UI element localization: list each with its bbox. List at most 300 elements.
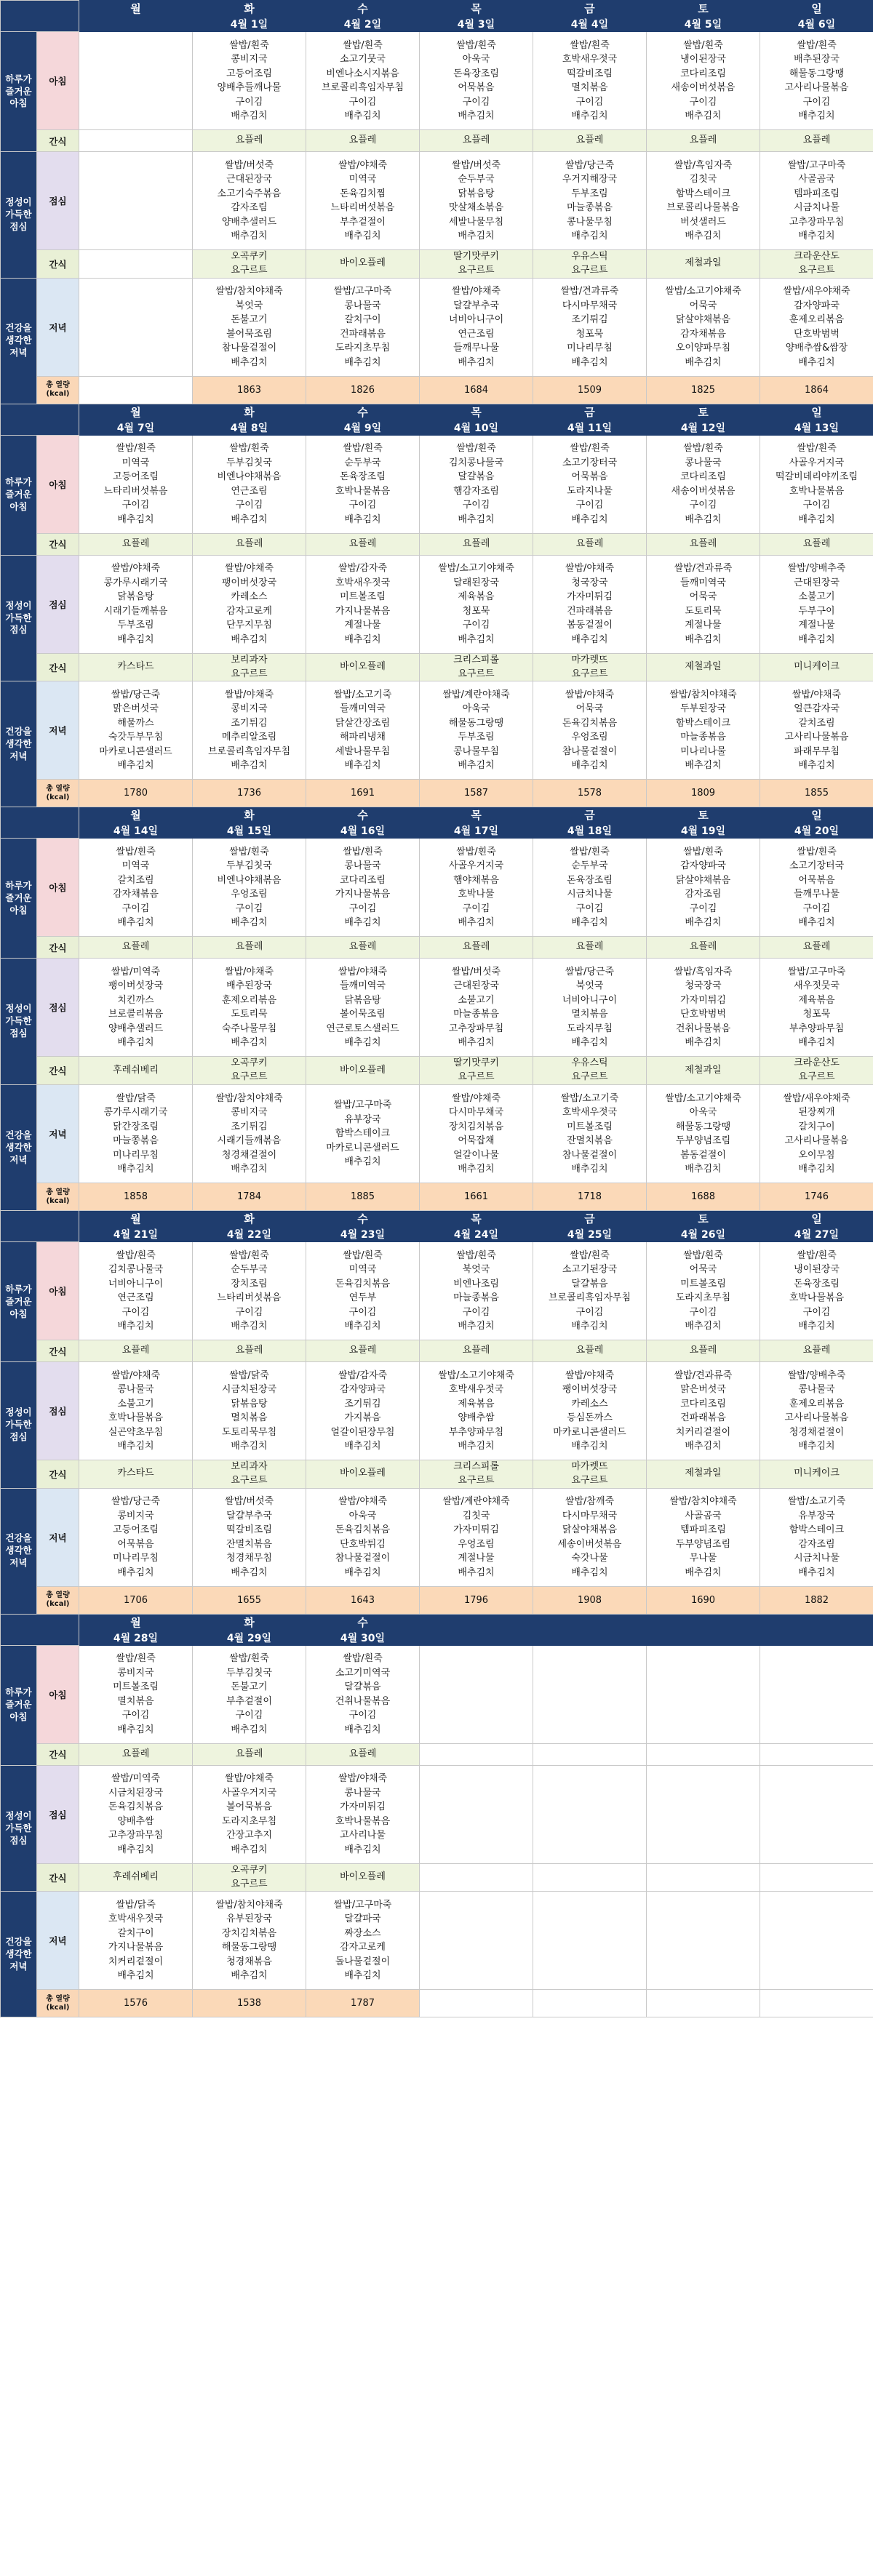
menu-item: 갈치구이 xyxy=(798,1121,835,1132)
menu-item: 배추김치 xyxy=(231,1321,268,1332)
menu-item: 부추양파무침 xyxy=(789,1023,845,1034)
day-date: 4월 11일 xyxy=(533,420,647,435)
menu-item: 배추김치 xyxy=(344,1441,381,1452)
menu-item: 청포묵 xyxy=(575,328,604,340)
kcal-value: 1587 xyxy=(420,780,533,807)
kcal-value: 1661 xyxy=(420,1183,533,1211)
dinner-cell xyxy=(306,1488,420,1586)
menu-item: 요구르트 xyxy=(231,1474,268,1486)
header-corner xyxy=(1,404,79,435)
day-date: 4월 19일 xyxy=(647,823,760,839)
menu-item: 달걀볶음 xyxy=(458,471,495,483)
snack-cell xyxy=(647,250,760,279)
label-snack: 간식 xyxy=(37,653,79,681)
menu-item: 배추김치 xyxy=(798,513,835,525)
menu-item: 쌀밥/야채죽 xyxy=(338,966,388,977)
menu-item: 구이김 xyxy=(462,903,490,914)
menu-item: 고사리나물볶음 xyxy=(784,82,849,93)
menu-item: 템파피조림 xyxy=(680,1524,726,1536)
menu-item: 멸치볶음 xyxy=(231,1412,268,1424)
label-snack: 간식 xyxy=(37,937,79,959)
menu-item: 아욱국 xyxy=(689,1107,717,1119)
menu-item: 북엇국 xyxy=(235,300,263,311)
kcal-value: 1655 xyxy=(193,1586,306,1614)
menu-item: 배추김치 xyxy=(344,1844,381,1855)
menu-item: 부추겉절이 xyxy=(340,216,386,228)
day-date: 4월 21일 xyxy=(79,1227,193,1242)
menu-item: 짜장소스 xyxy=(344,1927,381,1939)
menu-item: 구이김 xyxy=(462,500,490,511)
snack-cell xyxy=(306,1460,420,1489)
menu-item: 쌀밥/흰죽 xyxy=(683,1249,723,1261)
kcal-value: 1706 xyxy=(79,1586,193,1614)
menu-item: 제육볶음 xyxy=(798,994,835,1006)
snack-cell xyxy=(193,1863,306,1892)
snack-cell xyxy=(420,533,533,555)
menu-item: 요플레 xyxy=(575,941,604,953)
section-breakfast: 하루가 즐거운 아침 xyxy=(1,32,37,152)
menu-item: 계절나물 xyxy=(344,620,381,631)
menu-item: 쌀밥/흰죽 xyxy=(797,39,837,51)
menu-item: 배추김치 xyxy=(344,1156,381,1168)
snack-cell xyxy=(760,533,873,555)
dinner-cell xyxy=(533,278,647,376)
menu-item: 쌀밥/흑임자죽 xyxy=(674,159,733,171)
day-name: 수 xyxy=(306,807,420,823)
menu-item: 쌀밥/고구마죽 xyxy=(333,1899,392,1911)
menu-item: 새우젓뭇국 xyxy=(794,980,840,992)
menu-item: 구이김 xyxy=(462,96,490,108)
label-dinner: 저녁 xyxy=(37,1488,79,1586)
menu-item: 쌀밥/흰죽 xyxy=(116,846,156,857)
menu-item: 마늘종볶음 xyxy=(453,1292,499,1304)
menu-item: 쌀밥/당근죽 xyxy=(565,159,615,171)
menu-item: 갈치구이 xyxy=(117,1927,154,1939)
menu-item: 해파리냉채 xyxy=(340,732,386,743)
kcal-value: 1882 xyxy=(760,1586,873,1614)
menu-item: 오이양파무침 xyxy=(675,343,731,354)
menu-item: 쌀밥/미역죽 xyxy=(111,966,161,977)
breakfast-cell xyxy=(193,1242,306,1340)
menu-item: 시금치나물 xyxy=(794,1553,840,1564)
menu-item: 배추김치 xyxy=(344,633,381,645)
menu-item: 고등어조림 xyxy=(113,1524,159,1536)
menu-item: 쌀밥/흰죽 xyxy=(229,443,269,455)
menu-item: 돈육장조림 xyxy=(567,874,613,886)
menu-item: 쌀밥/소고기죽 xyxy=(333,689,392,700)
day-date: 4월 26일 xyxy=(647,1227,760,1242)
snack-cell xyxy=(533,1057,647,1085)
menu-item: 우엉조림 xyxy=(231,889,268,900)
menu-item: 콩나물무침 xyxy=(567,216,613,228)
lunch-cell xyxy=(420,1362,533,1460)
dinner-cell xyxy=(533,681,647,780)
menu-item: 배추된장국 xyxy=(794,54,840,65)
kcal-value xyxy=(647,1990,760,2017)
snack-cell xyxy=(306,130,420,152)
menu-item: 호박나물볶음 xyxy=(335,1815,391,1827)
kcal-value xyxy=(420,1990,533,2017)
menu-item: 쌀밥/고구마죽 xyxy=(787,966,846,977)
menu-item: 두부양념조림 xyxy=(675,1538,731,1550)
kcal-label: 총 열량 xyxy=(46,1994,70,2003)
menu-item: 냉이된장국 xyxy=(680,54,726,65)
menu-item: 어묵국 xyxy=(575,703,604,715)
day-name: 일 xyxy=(760,807,873,823)
menu-item: 김칫국 xyxy=(462,1510,490,1521)
header-corner xyxy=(1,1211,79,1242)
menu-item: 배추김치 xyxy=(231,231,268,241)
menu-item: 어묵잡채 xyxy=(458,1135,495,1147)
kcal-value: 1858 xyxy=(79,1183,193,1211)
menu-item: 단무지무침 xyxy=(226,620,272,631)
dinner-cell xyxy=(306,681,420,780)
menu-item: 제철과일 xyxy=(685,661,722,673)
label-snack: 간식 xyxy=(37,1743,79,1765)
lunch-cell xyxy=(193,1362,306,1460)
snack-cell xyxy=(647,1057,760,1085)
menu-item: 우거지해장국 xyxy=(562,174,618,185)
snack-cell xyxy=(306,1743,420,1765)
menu-item: 감자조림 xyxy=(231,202,268,213)
menu-item: 제육볶음 xyxy=(458,591,495,603)
menu-item: 쌀밥/고구마죽 xyxy=(333,286,392,297)
menu-item: 배추김치 xyxy=(685,356,722,368)
day-name: 수 xyxy=(306,1,420,17)
menu-item: 고등어조림 xyxy=(226,68,272,79)
menu-item: 닭살야채볶음 xyxy=(675,874,731,886)
dinner-cell xyxy=(760,1488,873,1586)
menu-item: 북엇국 xyxy=(575,980,604,992)
menu-item: 콩나물국 xyxy=(344,1787,381,1799)
section-dinner: 건강을 생각한 저녁 xyxy=(1,1488,37,1614)
breakfast-cell xyxy=(420,435,533,533)
menu-item: 해물까스 xyxy=(117,717,154,729)
menu-item: 쌀밥/소고기야채죽 xyxy=(438,563,514,575)
menu-item: 가자미튀김 xyxy=(340,1801,386,1813)
menu-item: 미역국 xyxy=(121,860,150,872)
day-date: 4월 25일 xyxy=(533,1227,647,1242)
menu-item: 사골곰국 xyxy=(798,174,835,185)
menu-item: 돈육김치볶음 xyxy=(562,717,618,729)
menu-item: 돈육장조림 xyxy=(794,1278,840,1289)
menu-item: 쌀밥/양배추죽 xyxy=(787,563,846,575)
menu-item: 쌀밥/고구마죽 xyxy=(787,159,846,171)
snack-cell xyxy=(193,1743,306,1765)
menu-item: 배추김치 xyxy=(571,633,608,645)
menu-item: 콩나물국 xyxy=(117,1384,154,1396)
menu-item: 돈육장조림 xyxy=(453,68,499,79)
menu-item: 요플레 xyxy=(575,537,604,549)
snack-cell xyxy=(760,1460,873,1489)
menu-item: 도토리묵 xyxy=(231,1009,268,1020)
menu-item: 구이김 xyxy=(575,96,604,108)
snack-cell xyxy=(79,1743,193,1765)
menu-item: 감자채볶음 xyxy=(113,889,159,900)
lunch-cell xyxy=(420,555,533,653)
menu-item: 브로콜리흑임자무침 xyxy=(548,1292,631,1304)
menu-item: 요구르트 xyxy=(231,668,268,679)
label-breakfast: 아침 xyxy=(37,839,79,937)
menu-item: 콩나물국 xyxy=(685,457,722,468)
menu-item: 감자조림 xyxy=(798,1538,835,1550)
menu-item: 어묵볶음 xyxy=(458,82,495,93)
menu-item: 들깨미역국 xyxy=(340,703,386,715)
menu-item: 배추김치 xyxy=(571,513,608,525)
menu-item: 구이김 xyxy=(575,500,604,511)
section-breakfast: 하루가 즐거운 아침 xyxy=(1,839,37,959)
snack-cell xyxy=(533,1743,647,1765)
menu-item: 쌀밥/닭죽 xyxy=(229,1369,269,1381)
menu-item: 조기튀김 xyxy=(231,1121,268,1132)
dinner-cell xyxy=(533,1488,647,1586)
menu-item: 청포묵 xyxy=(802,1009,831,1020)
menu-item: 쌀밥/소고기죽 xyxy=(787,1496,846,1508)
day-date xyxy=(420,1630,533,1645)
lunch-cell xyxy=(79,1765,193,1863)
menu-item: 부추양파무침 xyxy=(448,1426,504,1438)
menu-item: 제철과일 xyxy=(685,1064,722,1076)
day-name: 화 xyxy=(193,1,306,17)
menu-item: 청국장국 xyxy=(685,980,722,992)
menu-item: 들깨무나물 xyxy=(453,343,499,354)
menu-item: 배추김치 xyxy=(344,760,381,772)
menu-item: 쌀밥/흰죽 xyxy=(116,1653,156,1665)
menu-item: 장치김치볶음 xyxy=(221,1927,277,1939)
menu-item: 구이김 xyxy=(348,1306,377,1318)
menu-item: 멸치볶음 xyxy=(571,82,608,93)
day-date xyxy=(79,17,193,32)
menu-item: 소불고기 xyxy=(117,1398,154,1409)
menu-item: 쌀밥/흰죽 xyxy=(456,846,496,857)
section-lunch: 정성이 가득한 점심 xyxy=(1,1362,37,1489)
menu-item: 구이김 xyxy=(348,500,377,511)
menu-item: 도라지나물 xyxy=(567,485,613,497)
day-name: 일 xyxy=(760,1211,873,1227)
menu-item: 시금치된장국 xyxy=(108,1787,164,1799)
snack-cell xyxy=(420,250,533,279)
menu-item: 배추김치 xyxy=(117,1441,154,1452)
breakfast-cell xyxy=(306,435,420,533)
menu-item: 크라운산도 xyxy=(794,1057,840,1069)
day-name: 목 xyxy=(420,1,533,17)
menu-item: 두부김칫국 xyxy=(226,860,272,872)
menu-item: 요플레 xyxy=(121,941,150,953)
menu-item: 구이김 xyxy=(802,500,831,511)
menu-item: 쌀밥/야채죽 xyxy=(792,689,842,700)
menu-item: 너비아니구이 xyxy=(562,994,618,1006)
snack-cell xyxy=(760,1863,873,1892)
lunch-cell xyxy=(306,152,420,250)
menu-item: 배추김치 xyxy=(685,111,722,121)
menu-item: 쌀밥/야채죽 xyxy=(224,1773,274,1785)
menu-item: 얼갈이나물 xyxy=(453,1149,499,1161)
menu-item: 햄야채볶음 xyxy=(453,874,499,886)
menu-item: 우엉조림 xyxy=(571,732,608,743)
menu-item: 순두부국 xyxy=(571,860,608,872)
menu-item: 도토리묵 xyxy=(685,605,722,617)
menu-item: 배추김치 xyxy=(231,1724,268,1735)
section-dinner: 건강을 생각한 저녁 xyxy=(1,1892,37,2017)
menu-item: 쌀밥/야채죽 xyxy=(451,1092,501,1104)
menu-item: 배추김치 xyxy=(344,917,381,929)
menu-item: 돈육김치볶음 xyxy=(108,1801,164,1813)
menu-item: 갈치조림 xyxy=(117,874,154,886)
menu-item: 장치김치볶음 xyxy=(448,1121,504,1132)
menu-item: 메추리알조림 xyxy=(221,732,277,743)
menu-item: 브로콜리볶음 xyxy=(108,1009,164,1020)
snack-cell xyxy=(306,1863,420,1892)
snack-cell xyxy=(420,1340,533,1362)
dinner-cell xyxy=(193,681,306,780)
menu-item: 보리과자 xyxy=(231,654,268,665)
kcal-value: 1826 xyxy=(306,376,420,404)
menu-item: 구이김 xyxy=(689,96,717,108)
day-date: 4월 23일 xyxy=(306,1227,420,1242)
snack-cell xyxy=(79,1460,193,1489)
kcal-value: 1746 xyxy=(760,1183,873,1211)
menu-item: 김칫국 xyxy=(689,174,717,185)
lunch-cell xyxy=(760,1362,873,1460)
menu-item: 쌀밥/버섯죽 xyxy=(224,159,274,171)
menu-item: 배추김치 xyxy=(571,111,608,121)
kcal-value: 1863 xyxy=(193,376,306,404)
section-breakfast: 하루가 즐거운 아침 xyxy=(1,435,37,555)
menu-item: 배추김치 xyxy=(571,1037,608,1049)
menu-item: 콩비지국 xyxy=(231,1107,268,1119)
label-dinner: 저녁 xyxy=(37,681,79,780)
label-dinner: 저녁 xyxy=(37,278,79,376)
menu-item: 양배추쌈 xyxy=(117,1815,154,1827)
menu-item: 함박스테이크 xyxy=(335,1128,391,1140)
menu-item: 두부조림 xyxy=(117,620,154,631)
kcal-value xyxy=(760,1990,873,2017)
dinner-cell xyxy=(193,1892,306,1990)
menu-item: 미니케이크 xyxy=(794,661,840,673)
label-kcal xyxy=(37,1183,79,1211)
menu-item: 구이김 xyxy=(802,96,831,108)
kcal-unit: (kcal) xyxy=(46,390,70,399)
menu-item: 쌀밥/흰죽 xyxy=(229,39,269,51)
kcal-label: 총 열량 xyxy=(46,381,70,390)
menu-item: 배추김치 xyxy=(344,1970,381,1982)
day-name: 화 xyxy=(193,1614,306,1630)
day-name: 월 xyxy=(79,1211,193,1227)
menu-item: 닭볶음탕 xyxy=(344,994,381,1006)
menu-item: 시래기들깨볶음 xyxy=(103,605,168,617)
day-name xyxy=(647,1614,760,1630)
menu-item: 두부구이 xyxy=(798,605,835,617)
menu-item: 가자미튀김 xyxy=(567,591,613,603)
menu-item: 팽이버섯장국 xyxy=(108,980,164,992)
menu-item: 배추김치 xyxy=(798,633,835,645)
menu-item: 쌀밥/흰죽 xyxy=(343,1249,383,1261)
menu-item: 닭살야채볶음 xyxy=(562,1524,618,1536)
label-kcal xyxy=(37,1586,79,1614)
menu-item: 쌀밥/소고기죽 xyxy=(560,1092,619,1104)
lunch-cell xyxy=(306,555,420,653)
menu-item: 배추김치 xyxy=(571,1321,608,1332)
menu-item: 해물동그랑땡 xyxy=(221,1942,277,1953)
menu-item: 배추김치 xyxy=(231,633,268,645)
section-dinner: 건강을 생각한 저녁 xyxy=(1,681,37,807)
snack-cell xyxy=(760,937,873,959)
lunch-cell xyxy=(647,1362,760,1460)
menu-item: 배추김치 xyxy=(685,760,722,772)
snack-cell xyxy=(533,130,647,152)
menu-item: 쌀밥/흰죽 xyxy=(229,1249,269,1261)
menu-item: 구이김 xyxy=(802,903,831,914)
label-snack: 간식 xyxy=(37,1340,79,1362)
menu-item: 어묵볶음 xyxy=(117,1538,154,1550)
label-lunch: 점심 xyxy=(37,1362,79,1460)
snack-cell xyxy=(193,1340,306,1362)
menu-item: 세발나물무침 xyxy=(448,216,504,228)
snack-cell xyxy=(760,1057,873,1085)
menu-item: 함박스테이크 xyxy=(675,188,731,199)
dinner-cell xyxy=(647,1085,760,1183)
menu-item: 시래기들깨볶음 xyxy=(217,1135,282,1147)
label-breakfast: 아침 xyxy=(37,1242,79,1340)
menu-item: 오곡쿠키 xyxy=(231,1864,268,1876)
menu-item: 요플레 xyxy=(689,537,717,549)
menu-item: 쌀밥/흰죽 xyxy=(343,846,383,857)
menu-item: 쌀밥/새우야채죽 xyxy=(783,1092,850,1104)
menu-item: 쌀밥/닭죽 xyxy=(116,1092,156,1104)
section-lunch: 정성이 가득한 점심 xyxy=(1,959,37,1085)
menu-item: 감자조림 xyxy=(685,889,722,900)
menu-item: 쌀밥/야채죽 xyxy=(565,689,615,700)
menu-item: 고등어조림 xyxy=(113,471,159,483)
menu-item: 감자고로케 xyxy=(340,1942,386,1953)
breakfast-cell xyxy=(760,1645,873,1743)
menu-item: 건파래볶음 xyxy=(680,1412,726,1424)
breakfast-cell xyxy=(306,32,420,130)
breakfast-cell xyxy=(79,32,193,130)
day-name: 금 xyxy=(533,1211,647,1227)
kcal-value xyxy=(533,1990,647,2017)
menu-item: 배추김치 xyxy=(344,1724,381,1735)
menu-item: 감자고로케 xyxy=(226,605,272,617)
menu-item: 배추김치 xyxy=(458,760,495,772)
menu-item: 쌀밥/흰죽 xyxy=(343,443,383,455)
breakfast-cell xyxy=(533,839,647,937)
menu-item: 구이김 xyxy=(462,620,490,631)
menu-item: 구이김 xyxy=(689,500,717,511)
menu-item: 소고기숙주볶음 xyxy=(217,188,282,199)
menu-item: 양배추샐러드 xyxy=(108,1023,164,1034)
label-snack: 간식 xyxy=(37,1863,79,1892)
snack-cell xyxy=(533,1340,647,1362)
menu-item: 어묵볶음 xyxy=(798,874,835,886)
day-date: 4월 2일 xyxy=(306,17,420,32)
header-corner xyxy=(1,1614,79,1645)
snack-cell xyxy=(306,250,420,279)
snack-cell xyxy=(306,1057,420,1085)
menu-item: 들깨무나물 xyxy=(794,889,840,900)
menu-item: 제철과일 xyxy=(685,1468,722,1479)
menu-item: 잔멸치볶음 xyxy=(567,1135,613,1147)
menu-item: 요플레 xyxy=(802,537,831,549)
menu-item: 콩비지국 xyxy=(117,1510,154,1521)
breakfast-cell xyxy=(647,839,760,937)
menu-item: 마늘쫑볶음 xyxy=(113,1135,159,1147)
menu-item: 배추김치 xyxy=(458,1037,495,1049)
menu-item: 배추김치 xyxy=(231,1441,268,1452)
menu-item: 팽이버섯장국 xyxy=(562,1384,618,1396)
menu-item: 구이김 xyxy=(235,96,263,108)
menu-item: 배추김치 xyxy=(231,1567,268,1578)
